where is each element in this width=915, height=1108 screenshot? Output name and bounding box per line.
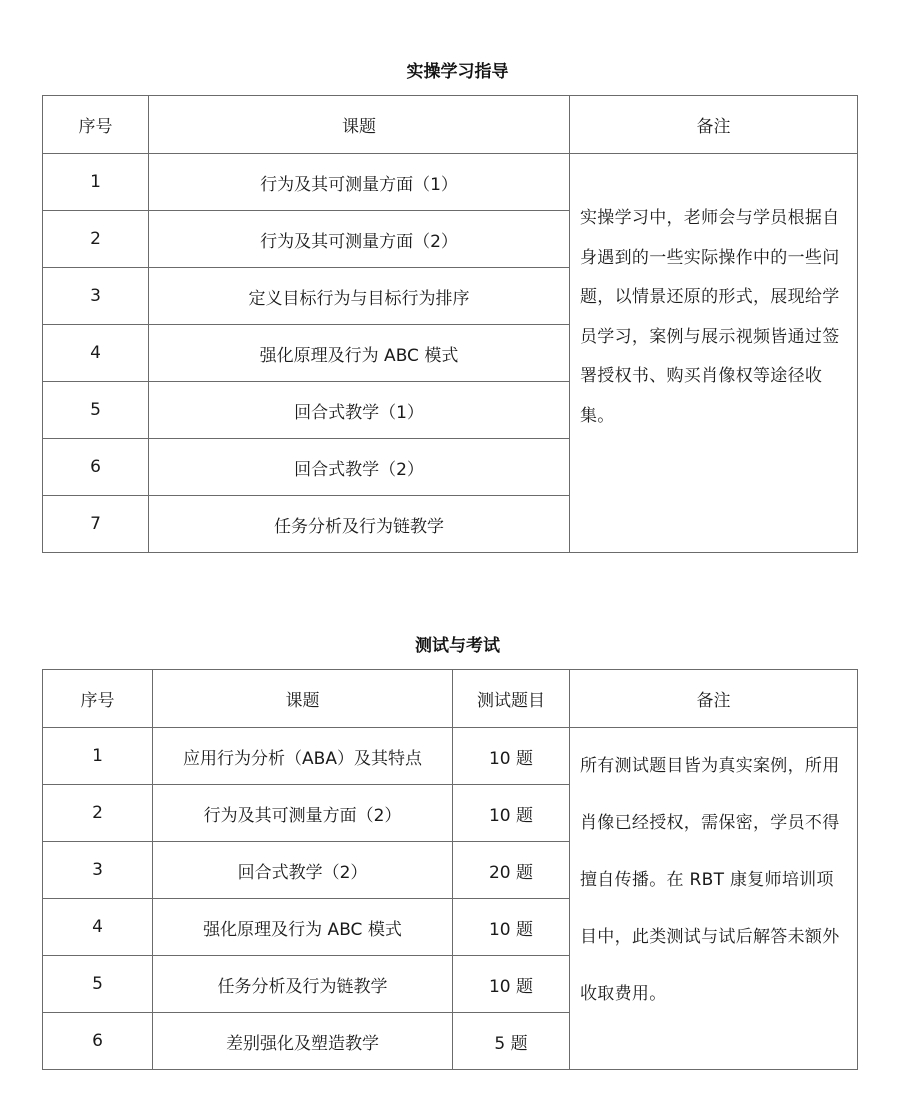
row-topic: 差别强化及塑造教学 [153,1013,453,1070]
row-num: 2 [43,211,149,268]
row-count: 10 题 [453,785,570,842]
table-row [43,154,858,211]
row-topic: 应用行为分析（ABA）及其特点 [153,728,453,785]
row-count: 20 题 [453,842,570,899]
practice-guide-table [42,95,858,553]
note-cell: 实操学习中，老师会与学员根据自身遇到的一些实际操作中的一些问题，以情景还原的形式，展现给学员学习，案例与展示视频皆通过签署授权书、购买肖像权等途径收集。 [570,154,858,553]
row-count: 10 题 [453,956,570,1013]
row-topic: 行为及其可测量方面（1） [149,154,570,211]
row-count: 5 题 [453,1013,570,1070]
row-topic: 任务分析及行为链教学 [149,496,570,553]
row-count: 10 题 [453,728,570,785]
header-note: 备注 [570,670,858,728]
row-num: 1 [43,728,153,785]
row-num: 4 [43,899,153,956]
row-topic: 回合式教学（1） [149,382,570,439]
row-num: 7 [43,496,149,553]
row-num: 3 [43,268,149,325]
tests-table [42,669,858,1070]
header-topic: 课题 [149,96,570,154]
row-num: 1 [43,154,149,211]
row-num: 5 [43,382,149,439]
section-title-tests: 测试与考试 [415,636,500,656]
header-topic: 课题 [153,670,453,728]
table-header-row [43,96,858,154]
row-num: 6 [43,439,149,496]
row-topic: 定义目标行为与目标行为排序 [149,268,570,325]
section-title-practice: 实操学习指导 [406,62,509,82]
row-topic: 行为及其可测量方面（2） [149,211,570,268]
header-count: 测试题目 [453,670,570,728]
header-num: 序号 [43,96,149,154]
row-topic: 任务分析及行为链教学 [153,956,453,1013]
row-num: 4 [43,325,149,382]
row-num: 5 [43,956,153,1013]
row-topic: 行为及其可测量方面（2） [153,785,453,842]
note-cell: 所有测试题目皆为真实案例，所用肖像已经授权，需保密，学员不得擅自传播。在 RBT 康复师培训项目中，此类测试与试后解答未额外收取费用。 [570,728,858,1070]
row-topic: 回合式教学（2） [153,842,453,899]
row-num: 3 [43,842,153,899]
row-topic: 强化原理及行为 ABC 模式 [153,899,453,956]
row-topic: 强化原理及行为 ABC 模式 [149,325,570,382]
row-topic: 回合式教学（2） [149,439,570,496]
header-note: 备注 [570,96,858,154]
table-header-row [43,670,858,728]
row-num: 6 [43,1013,153,1070]
header-num: 序号 [43,670,153,728]
row-count: 10 题 [453,899,570,956]
row-num: 2 [43,785,153,842]
table-row [43,728,858,785]
